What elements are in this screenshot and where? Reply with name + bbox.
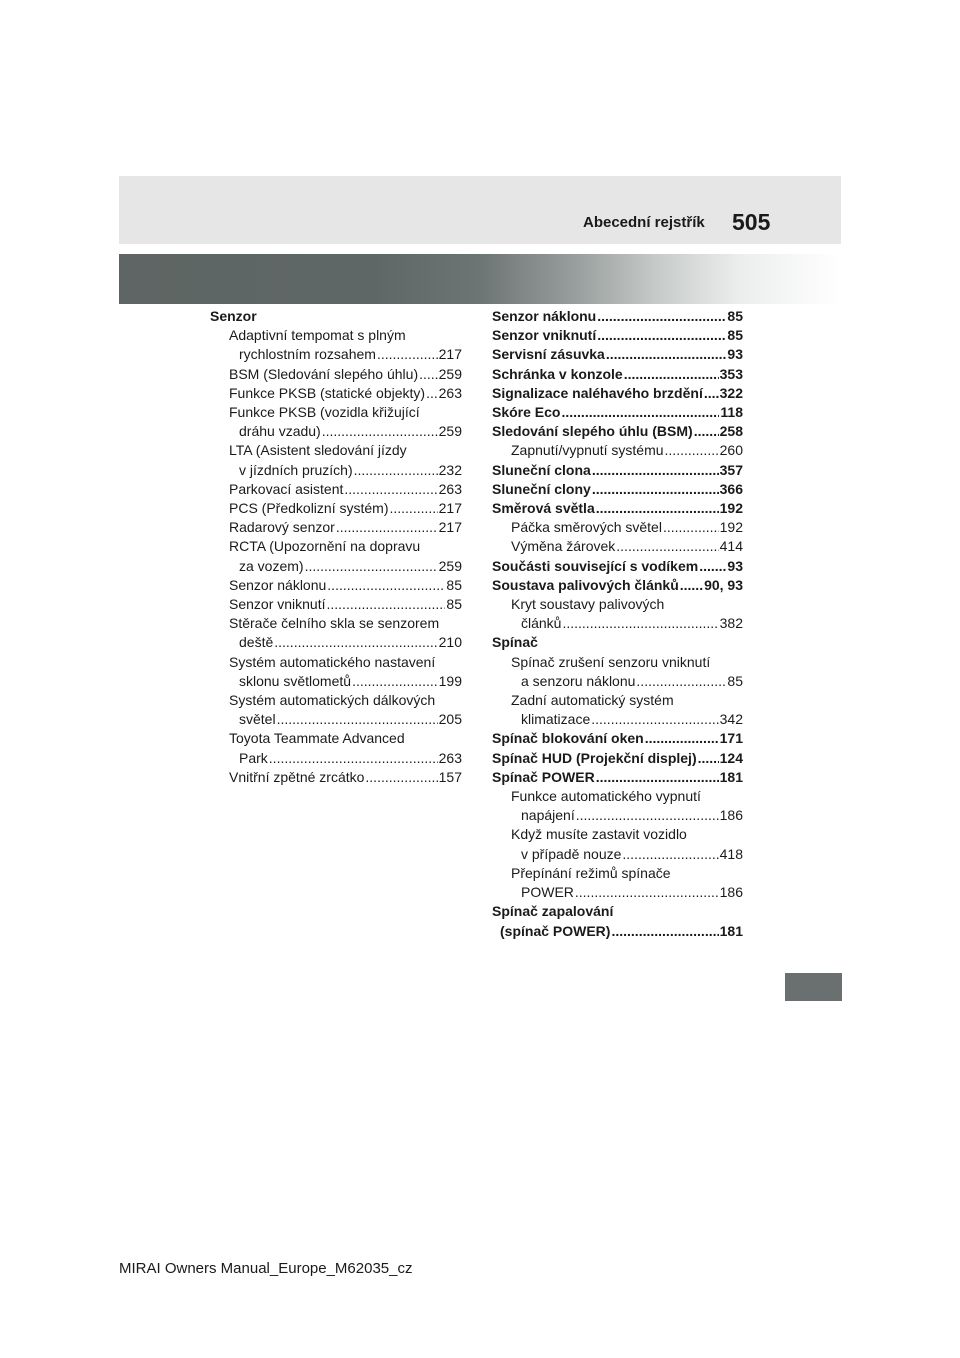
index-entry: Sledování slepého úhlu (BSM) ..... 258 (492, 422, 743, 441)
footer-document-id: MIRAI Owners Manual_Europe_M62035_cz (119, 1260, 413, 1277)
index-entry: RCTA (Upozornění na dopravu za vozem) ..... 259 (210, 537, 462, 575)
index-entry: PCS (Předkolizní systém) ..... 217 (210, 499, 462, 518)
index-subentry: Páčka směrových světel ..... 192 (492, 518, 743, 537)
index-entry: Vnitřní zpětné zrcátko ..... 157 (210, 768, 462, 787)
index-entry: Funkce PKSB (statické objekty) ..... 263 (210, 384, 462, 403)
index-entry: Systém automatického nastavení sklonu světlometů ..... 199 (210, 653, 462, 691)
index-entry: Spínač (492, 634, 538, 651)
index-subentry: Zadní automatický systém klimatizace ..... 342 (492, 691, 743, 729)
index-subentry: Zapnutí/vypnutí systému ..... 260 (492, 441, 743, 460)
index-entry: BSM (Sledování slepého úhlu) ..... 259 (210, 365, 462, 384)
index-entry: Systém automatických dálkových světel ..... 205 (210, 691, 462, 729)
index-entry: Směrová světla ..... 192 (492, 499, 743, 518)
index-entry: Toyota Teammate Advanced Park ..... 263 (210, 729, 462, 767)
index-entry: Signalizace naléhavého brzdění ..... 322 (492, 384, 743, 403)
index-column-left (210, 307, 462, 787)
index-subentry: Spínač zrušení senzoru vniknutí a senzoru náklonu ..... 85 (492, 653, 743, 691)
index-entry: Senzor vniknutí ..... 85 (210, 595, 462, 614)
index-entry: Stěrače čelního skla se senzorem deště ..... 210 (210, 614, 462, 652)
chapter-tab (785, 973, 842, 1001)
index-entry: Parkovací asistent ..... 263 (210, 480, 462, 499)
index-group-title: Senzor (210, 308, 257, 324)
index-subentry: Když musíte zastavit vozidlo v případě nouze ..... 418 (492, 825, 743, 863)
index-entry: Radarový senzor ..... 217 (210, 518, 462, 537)
index-entry: Soustava palivových článků ..... 90, 93 (492, 576, 743, 595)
index-entry: Spínač POWER ..... 181 (492, 768, 743, 787)
index-entry: Sluneční clony ..... 366 (492, 480, 743, 499)
page-number: 505 (732, 209, 771, 235)
index-entry: LTA (Asistent sledování jízdy v jízdních pruzích) ..... 232 (210, 441, 462, 479)
index-subentry: Funkce automatického vypnutí napájení ..... 186 (492, 787, 743, 825)
index-entry: Funkce PKSB (vozidla křižující dráhu vzadu) ..... 259 (210, 403, 462, 441)
index-entry: Senzor vniknutí ..... 85 (492, 326, 743, 345)
index-entry: Spínač HUD (Projekční displej) ..... 124 (492, 749, 743, 768)
index-entry: Součásti související s vodíkem ..... 93 (492, 557, 743, 576)
header-gradient-bar (119, 254, 841, 304)
index-entry: Senzor náklonu ..... 85 (210, 576, 462, 595)
index-subentry: Kryt soustavy palivových článků ..... 382 (492, 595, 743, 633)
index-entry: Sluneční clona ..... 357 (492, 461, 743, 480)
index-entry: Senzor náklonu ..... 85 (492, 307, 743, 326)
index-entry: Adaptivní tempomat s plným rychlostním rozsahem ..... 217 (210, 326, 462, 364)
index-entry: Servisní zásuvka ..... 93 (492, 345, 743, 364)
index-column-right (492, 307, 743, 941)
index-entry: Skóre Eco ..... 118 (492, 403, 743, 422)
index-subentry: Přepínání režimů spínače POWER ..... 186 (492, 864, 743, 902)
index-entry: Schránka v konzole ..... 353 (492, 365, 743, 384)
index-entry: Spínač zapalování (spínač POWER) ..... 181 (492, 902, 743, 940)
index-entry: Spínač blokování oken ..... 171 (492, 729, 743, 748)
index-subentry: Výměna žárovek ..... 414 (492, 537, 743, 556)
section-title: Abecední rejstřík (583, 214, 705, 231)
